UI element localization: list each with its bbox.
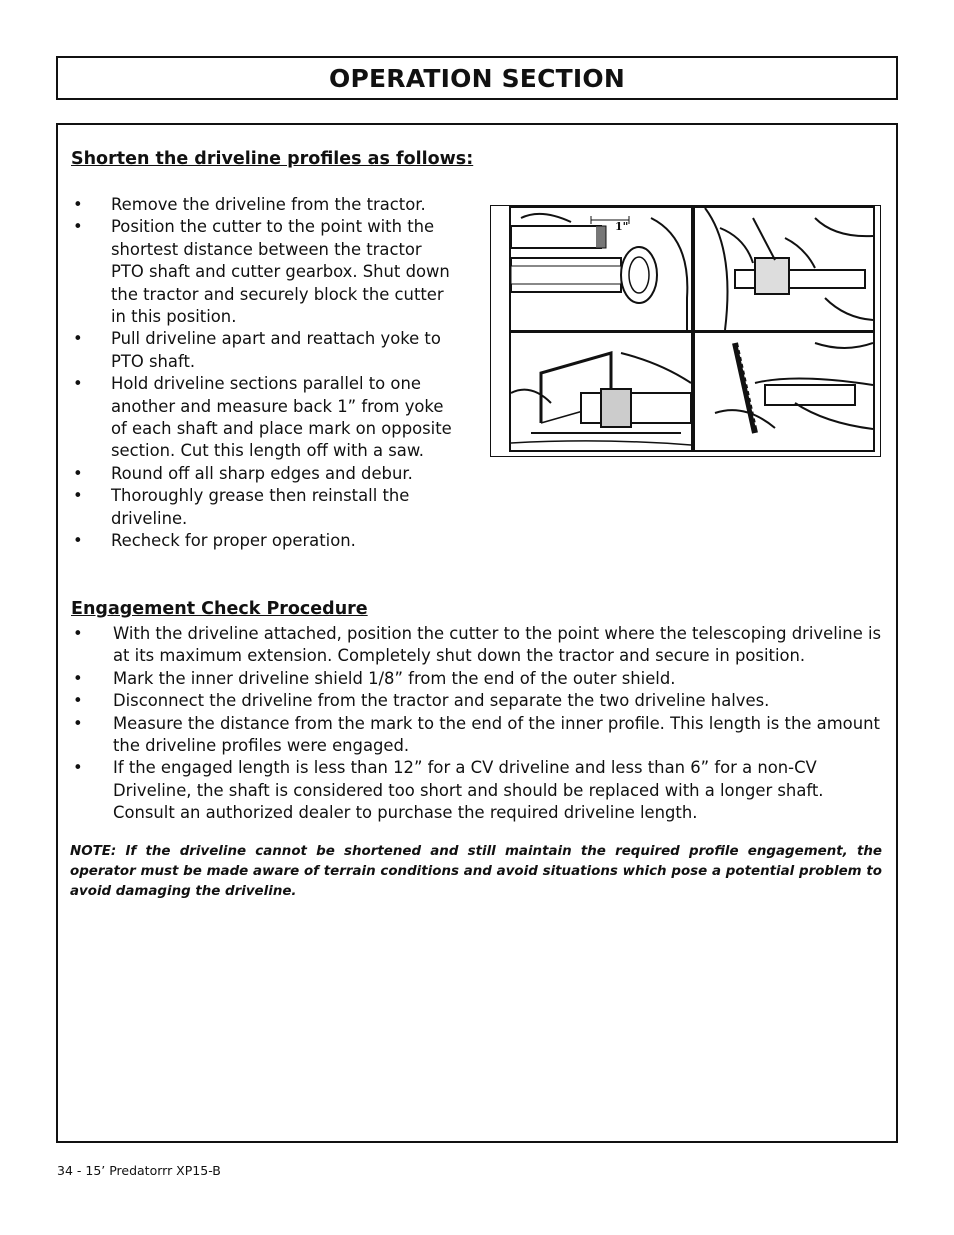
- hands-marking-drawing: [695, 208, 873, 330]
- list-item: • Hold driveline sections parallel to one another and measure back 1” from yoke of each shaft and place mark on opposite section. Cut this length off with a saw.: [71, 373, 459, 463]
- figure-panel-cut: [509, 331, 693, 452]
- section-title-box: [56, 56, 898, 100]
- list-item: • If the engaged length is less than 12” for a CV driveline and less than 6” for a non-CV Driveline, the shaft is considered too short and should be replaced with a longer shaft. Consult an authorized dealer to purchase the required driveline length.: [71, 757, 883, 824]
- driveline-cutting-illustration: [490, 205, 881, 457]
- list-item: • Remove the driveline from the tractor.: [71, 194, 459, 216]
- figure-panel-mark: [693, 206, 875, 332]
- list-item: • Round off all sharp edges and debur.: [71, 463, 459, 485]
- list-item: • Mark the inner driveline shield 1/8” from the end of the outer shield.: [71, 668, 883, 690]
- shorten-heading: Shorten the driveline profiles as follows:: [71, 149, 474, 169]
- note-text: NOTE: If the driveline cannot be shortened and still maintain the required profile engagement, the operator must be made aware of terrain conditions and avoid situations which pose a potential problem to avoid damaging the driveline.: [70, 844, 882, 899]
- shorten-steps-list: [71, 194, 459, 553]
- list-item: • Position the cutter to the point with the shortest distance between the tractor PTO shaft and cutter gearbox. Shut down the tractor and securely block the cutter in this position.: [71, 216, 459, 328]
- hacksaw-cutting-drawing: [511, 333, 691, 450]
- list-item: • Thoroughly grease then reinstall the driveline.: [71, 485, 459, 530]
- list-item: • Pull driveline apart and reattach yoke to PTO shaft.: [71, 328, 459, 373]
- measure-label: 1": [615, 220, 629, 233]
- engagement-steps-list: [71, 623, 883, 825]
- page-footer: 34 - 15’ Predatorrr XP15-B: [57, 1163, 221, 1178]
- list-item: • With the driveline attached, position the cutter to the point where the telescoping driveline is at its maximum extension. Completely shut down the tractor and secure in position.: [71, 623, 883, 668]
- figure-panel-measure: [509, 206, 693, 332]
- file-deburring-drawing: [695, 333, 873, 450]
- driveline-yoke-drawing: [511, 208, 691, 330]
- list-item: • Measure the distance from the mark to the end of the inner profile. This length is the amount the driveline profiles were engaged.: [71, 713, 883, 758]
- list-item: • Disconnect the driveline from the tractor and separate the two driveline halves.: [71, 690, 883, 712]
- figure-panel-file: [693, 331, 875, 452]
- page-title: OPERATION SECTION: [329, 64, 625, 93]
- engagement-heading: Engagement Check Procedure: [71, 599, 368, 619]
- list-item: • Recheck for proper operation.: [71, 530, 459, 552]
